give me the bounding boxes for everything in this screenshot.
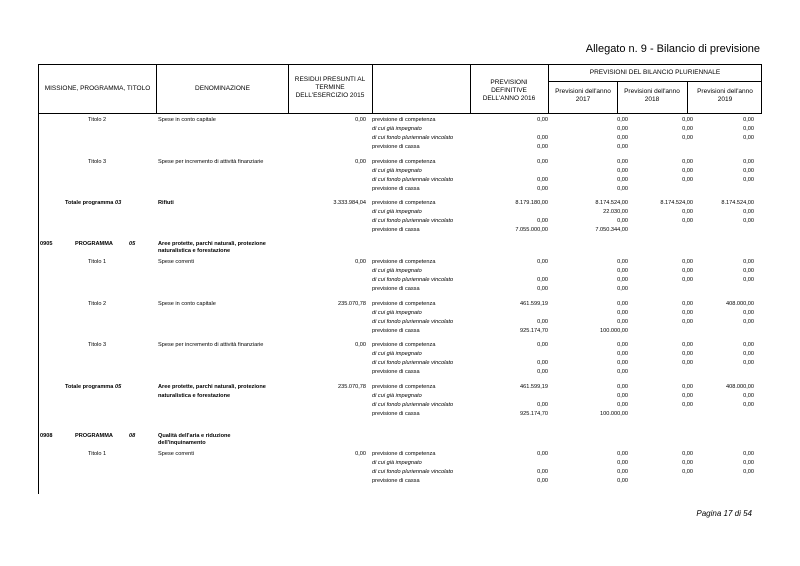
- value-cell: 408.000,00: [726, 301, 754, 307]
- value-cell: 408.000,00: [726, 384, 754, 390]
- value-cell: 8.174.524,00: [660, 200, 693, 206]
- table-row: [0, 226, 800, 235]
- programma-denominazione: Aree protette, parchi naturali, protezione: [158, 241, 266, 247]
- row-label-competenza: previsione di competenza: [372, 117, 436, 123]
- row-label-fpv: di cui fondo pluriennale vincolato: [372, 469, 454, 475]
- value-cell: 0,00: [682, 393, 693, 399]
- value-cell: 925.174,70: [520, 328, 548, 334]
- row-denominazione: Spese per incremento di attività finanziarie: [158, 342, 264, 348]
- row-label-cassa: previsione di cassa: [372, 328, 420, 334]
- value-cell: 0,00: [743, 360, 754, 366]
- table-row: [0, 143, 800, 152]
- value-cell: 0,00: [743, 319, 754, 325]
- row-label-impegnato: di cui già impegnato: [372, 209, 422, 215]
- programma-code: 0905: [40, 241, 53, 247]
- titolo-label: Titolo 3: [88, 342, 107, 348]
- value-cell: 0,00: [617, 177, 628, 183]
- table-row: [0, 350, 800, 359]
- table-row: [0, 276, 800, 285]
- value-cell: 0,00: [682, 384, 693, 390]
- value-cell: 0,00: [537, 469, 548, 475]
- value-cell: 0,00: [682, 277, 693, 283]
- value-cell: 0,00: [537, 135, 548, 141]
- value-cell: 0,00: [743, 159, 754, 165]
- table-row: [0, 359, 800, 368]
- value-cell: 0,00: [743, 135, 754, 141]
- table-row: [0, 258, 800, 267]
- value-cell: 0,00: [537, 186, 548, 192]
- value-cell: 0,00: [743, 268, 754, 274]
- table-row: [0, 327, 800, 336]
- value-cell: 0,00: [682, 218, 693, 224]
- value-cell: 461.599,19: [520, 384, 548, 390]
- value-cell: 8.174.524,00: [721, 200, 754, 206]
- value-cell: 0,00: [682, 460, 693, 466]
- value-cell: 0,00: [617, 369, 628, 375]
- value-cell: 0,00: [682, 319, 693, 325]
- row-denominazione: Spese per incremento di attività finanziarie: [158, 159, 264, 165]
- residui-value: 3.333.984,04: [333, 200, 366, 206]
- value-cell: 0,00: [743, 310, 754, 316]
- table-row: [0, 477, 800, 486]
- table-row: [0, 368, 800, 377]
- programma-denominazione-cont: dell'inquinamento: [158, 440, 206, 446]
- header-anno-2018: Previsioni dell'anno 2018: [624, 88, 680, 103]
- value-cell: 0,00: [537, 117, 548, 123]
- row-denominazione: Spese in conto capitale: [158, 117, 216, 123]
- value-cell: 0,00: [537, 144, 548, 150]
- value-cell: 0,00: [537, 319, 548, 325]
- programma-denominazione-cont: naturalistica e forestazione: [158, 248, 231, 254]
- value-cell: 0,00: [617, 310, 628, 316]
- titolo-label: Titolo 1: [88, 451, 107, 457]
- row-denominazione: Spese in conto capitale: [158, 301, 216, 307]
- residui-value: 235.070,78: [338, 384, 366, 390]
- totale-label: Totale programma 05: [65, 384, 122, 390]
- table-header: [38, 64, 762, 114]
- table-row: [0, 468, 800, 477]
- row-label-competenza: previsione di competenza: [372, 342, 436, 348]
- row-label-competenza: previsione di competenza: [372, 159, 436, 165]
- value-cell: 0,00: [617, 268, 628, 274]
- programma-row-cont: [0, 247, 800, 256]
- value-cell: 0,00: [682, 177, 693, 183]
- value-cell: 461.599,19: [520, 301, 548, 307]
- value-cell: 0,00: [617, 351, 628, 357]
- row-label-impegnato: di cui già impegnato: [372, 393, 422, 399]
- titolo-label: Titolo 2: [88, 117, 107, 123]
- value-cell: 0,00: [682, 342, 693, 348]
- value-cell: 0,00: [537, 478, 548, 484]
- value-cell: 8.179.180,00: [515, 200, 548, 206]
- row-label-competenza: previsione di competenza: [372, 384, 436, 390]
- table-row: [0, 392, 800, 401]
- header-anno-2017: Previsioni dell'anno 2017: [555, 88, 611, 103]
- table-row: [0, 158, 800, 167]
- residui-value: 0,00: [355, 159, 366, 165]
- value-cell: 0,00: [682, 360, 693, 366]
- value-cell: 0,00: [743, 451, 754, 457]
- titolo-label: Titolo 3: [88, 159, 107, 165]
- page-footer: Pagina 17 di 54: [696, 509, 752, 518]
- value-cell: 0,00: [743, 351, 754, 357]
- value-cell: 0,00: [537, 159, 548, 165]
- row-denominazione: Aree protette, parchi naturali, protezione: [158, 384, 266, 390]
- table-row: [0, 285, 800, 294]
- row-label-competenza: previsione di competenza: [372, 259, 436, 265]
- value-cell: 0,00: [743, 402, 754, 408]
- value-cell: 0,00: [743, 209, 754, 215]
- value-cell: 0,00: [537, 286, 548, 292]
- value-cell: 7.055.000,00: [515, 227, 548, 233]
- row-label-competenza: previsione di competenza: [372, 301, 436, 307]
- value-cell: 0,00: [743, 117, 754, 123]
- value-cell: 0,00: [617, 319, 628, 325]
- value-cell: 0,00: [617, 286, 628, 292]
- value-cell: 0,00: [682, 159, 693, 165]
- value-cell: 0,00: [743, 469, 754, 475]
- table-row: [0, 309, 800, 318]
- value-cell: 0,00: [682, 268, 693, 274]
- value-cell: 0,00: [617, 168, 628, 174]
- value-cell: 0,00: [743, 393, 754, 399]
- row-label-impegnato: di cui già impegnato: [372, 126, 422, 132]
- value-cell: 0,00: [617, 159, 628, 165]
- value-cell: 0,00: [682, 117, 693, 123]
- value-cell: 0,00: [617, 393, 628, 399]
- row-label-impegnato: di cui già impegnato: [372, 168, 422, 174]
- totale-number: 05: [114, 384, 122, 390]
- value-cell: 7.050.344,00: [595, 227, 628, 233]
- value-cell: 0,00: [537, 177, 548, 183]
- header-residui: RESIDUI PRESUNTI AL TERMINE DELL'ESERCIZIO 2015: [294, 76, 366, 99]
- totale-number: 03: [114, 200, 122, 206]
- row-label-impegnato: di cui già impegnato: [372, 351, 422, 357]
- table-row: [0, 383, 800, 392]
- row-label-fpv: di cui fondo pluriennale vincolato: [372, 218, 454, 224]
- value-cell: 0,00: [682, 351, 693, 357]
- value-cell: 0,00: [537, 369, 548, 375]
- value-cell: 0,00: [682, 402, 693, 408]
- row-label-fpv: di cui fondo pluriennale vincolato: [372, 319, 454, 325]
- programma-number: 08: [129, 433, 136, 439]
- table-row: [0, 341, 800, 350]
- value-cell: 0,00: [682, 451, 693, 457]
- value-cell: 0,00: [617, 259, 628, 265]
- residui-value: 0,00: [355, 342, 366, 348]
- value-cell: 0,00: [743, 259, 754, 265]
- value-cell: 0,00: [537, 259, 548, 265]
- row-label-impegnato: di cui già impegnato: [372, 310, 422, 316]
- value-cell: 0,00: [537, 402, 548, 408]
- value-cell: 0,00: [617, 360, 628, 366]
- value-cell: 0,00: [682, 469, 693, 475]
- value-cell: 0,00: [537, 342, 548, 348]
- value-cell: 22.030,00: [603, 209, 628, 215]
- row-denominazione-cont: naturalistica e forestazione: [158, 393, 231, 399]
- value-cell: 0,00: [617, 469, 628, 475]
- row-label-competenza: previsione di competenza: [372, 200, 436, 206]
- value-cell: 0,00: [743, 168, 754, 174]
- programma-code: 0908: [40, 433, 53, 439]
- table-row: [0, 185, 800, 194]
- value-cell: 0,00: [617, 277, 628, 283]
- table-row: [0, 176, 800, 185]
- value-cell: 0,00: [617, 218, 628, 224]
- value-cell: 0,00: [617, 135, 628, 141]
- value-cell: 0,00: [743, 177, 754, 183]
- row-denominazione: Rifiuti: [158, 200, 174, 206]
- value-cell: 0,00: [743, 126, 754, 132]
- value-cell: 0,00: [617, 186, 628, 192]
- value-cell: 0,00: [617, 301, 628, 307]
- titolo-label: Titolo 1: [88, 259, 107, 265]
- table-row: [0, 217, 800, 226]
- row-label-cassa: previsione di cassa: [372, 478, 420, 484]
- table-row: [0, 318, 800, 327]
- table-row: [0, 450, 800, 459]
- row-label-cassa: previsione di cassa: [372, 186, 420, 192]
- row-label-cassa: previsione di cassa: [372, 411, 420, 417]
- table-row: [0, 199, 800, 208]
- value-cell: 0,00: [617, 384, 628, 390]
- value-cell: 0,00: [617, 402, 628, 408]
- programma-denominazione: Qualità dell'aria e riduzione: [158, 433, 231, 439]
- header-missione: MISSIONE, PROGRAMMA, TITOLO: [44, 85, 151, 92]
- row-label-impegnato: di cui già impegnato: [372, 268, 422, 274]
- table-row: [0, 116, 800, 125]
- value-cell: 0,00: [617, 451, 628, 457]
- value-cell: 0,00: [682, 259, 693, 265]
- row-label-fpv: di cui fondo pluriennale vincolato: [372, 277, 454, 283]
- header-denominazione: DENOMINAZIONE: [195, 85, 250, 92]
- value-cell: 0,00: [537, 218, 548, 224]
- value-cell: 0,00: [743, 218, 754, 224]
- row-label-fpv: di cui fondo pluriennale vincolato: [372, 402, 454, 408]
- row-label-fpv: di cui fondo pluriennale vincolato: [372, 177, 454, 183]
- value-cell: 0,00: [682, 209, 693, 215]
- table-row: [0, 300, 800, 309]
- residui-value: 0,00: [355, 451, 366, 457]
- row-label-cassa: previsione di cassa: [372, 286, 420, 292]
- programma-row-cont: [0, 439, 800, 448]
- document-title: Allegato n. 9 - Bilancio di previsione: [585, 43, 760, 55]
- table-row: [0, 410, 800, 419]
- value-cell: 0,00: [682, 135, 693, 141]
- table-row: [0, 167, 800, 176]
- programma-label: PROGRAMMA: [75, 433, 113, 439]
- totale-label: Totale programma 03: [65, 200, 122, 206]
- row-denominazione: Spese correnti: [158, 451, 195, 457]
- value-cell: 0,00: [537, 360, 548, 366]
- table-row: [0, 267, 800, 276]
- value-cell: 0,00: [682, 168, 693, 174]
- row-label-cassa: previsione di cassa: [372, 144, 420, 150]
- value-cell: 925.174,70: [520, 411, 548, 417]
- value-cell: 0,00: [743, 460, 754, 466]
- header-previsioni-definitive: PREVISIONI DEFINITIVE DELL'ANNO 2016: [482, 79, 536, 102]
- row-label-competenza: previsione di competenza: [372, 451, 436, 457]
- row-label-impegnato: di cui già impegnato: [372, 460, 422, 466]
- value-cell: 0,00: [617, 460, 628, 466]
- residui-value: 0,00: [355, 117, 366, 123]
- value-cell: 8.174.524,00: [595, 200, 628, 206]
- table-row: [0, 134, 800, 143]
- value-cell: 0,00: [617, 342, 628, 348]
- residui-value: 0,00: [355, 259, 366, 265]
- titolo-label: Titolo 2: [88, 301, 107, 307]
- row-label-fpv: di cui fondo pluriennale vincolato: [372, 135, 454, 141]
- value-cell: 0,00: [682, 126, 693, 132]
- value-cell: 100.000,00: [600, 411, 628, 417]
- value-cell: 0,00: [682, 310, 693, 316]
- value-cell: 0,00: [617, 126, 628, 132]
- value-cell: 0,00: [682, 301, 693, 307]
- value-cell: 0,00: [537, 277, 548, 283]
- row-denominazione: Spese correnti: [158, 259, 195, 265]
- value-cell: 0,00: [617, 478, 628, 484]
- table-row: [0, 401, 800, 410]
- value-cell: 0,00: [617, 117, 628, 123]
- row-label-cassa: previsione di cassa: [372, 369, 420, 375]
- value-cell: 0,00: [743, 277, 754, 283]
- value-cell: 0,00: [537, 451, 548, 457]
- row-label-fpv: di cui fondo pluriennale vincolato: [372, 360, 454, 366]
- table-row: [0, 459, 800, 468]
- table-row: [0, 125, 800, 134]
- programma-label: PROGRAMMA: [75, 241, 113, 247]
- value-cell: 100.000,00: [600, 328, 628, 334]
- header-pluriennale: PREVISIONI DEL BILANCIO PLURIENNALE: [589, 69, 721, 76]
- table-row: [0, 208, 800, 217]
- row-label-cassa: previsione di cassa: [372, 227, 420, 233]
- residui-value: 235.070,78: [338, 301, 366, 307]
- value-cell: 0,00: [743, 342, 754, 348]
- value-cell: 0,00: [617, 144, 628, 150]
- header-anno-2019: Previsioni dell'anno 2019: [697, 88, 753, 103]
- programma-number: 05: [129, 241, 136, 247]
